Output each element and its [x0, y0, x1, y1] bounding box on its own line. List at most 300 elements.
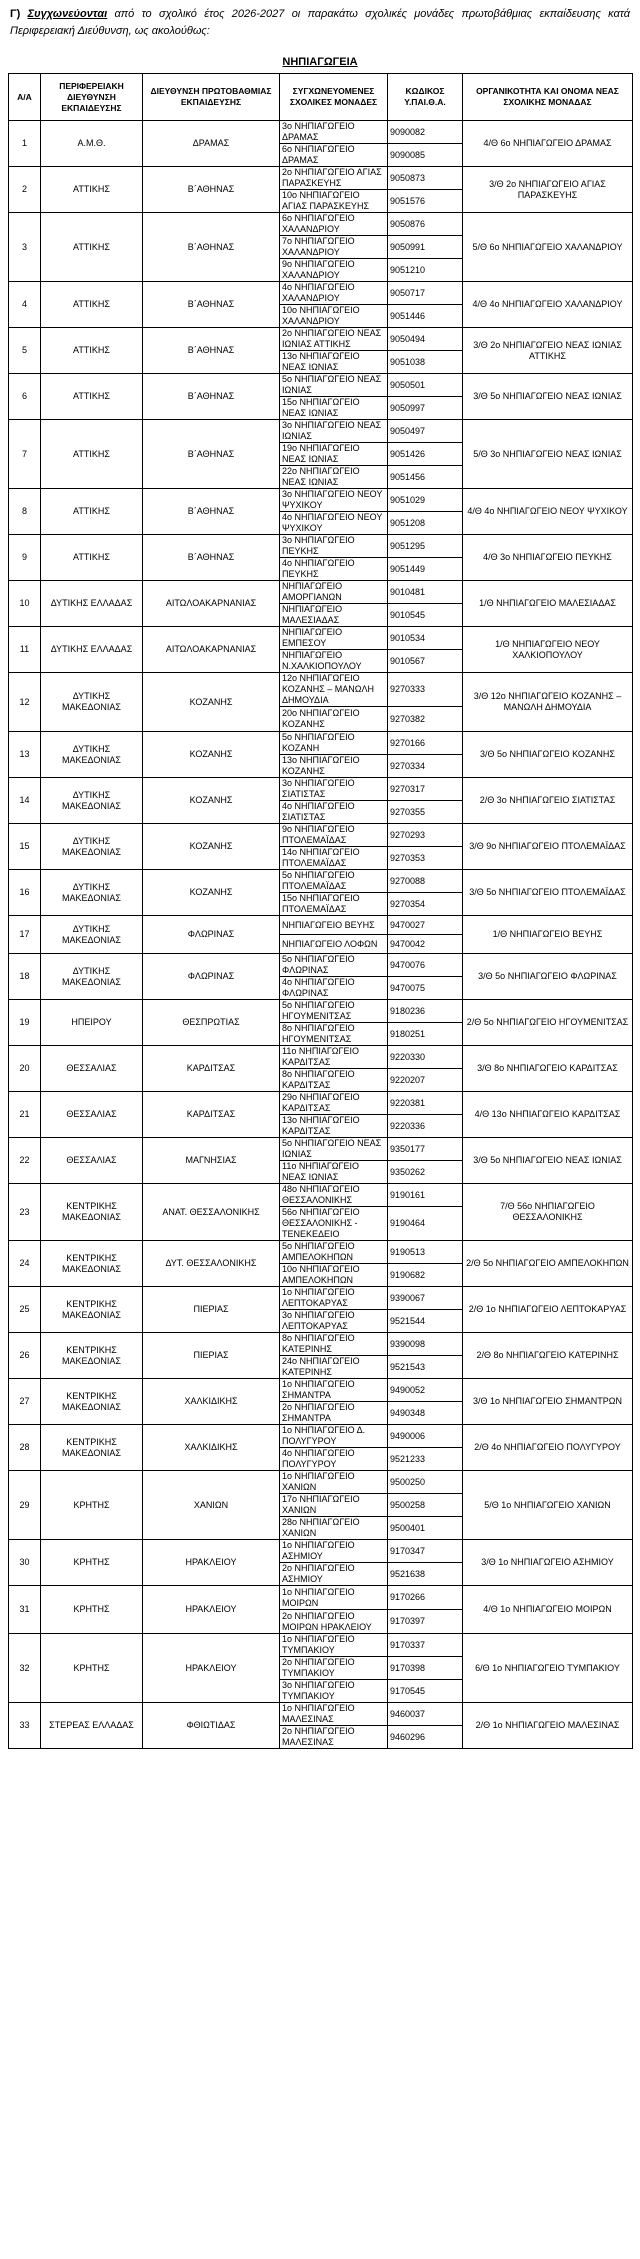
unit-name-cell: 13ο ΝΗΠΙΑΓΩΓΕΙΟ ΚΟΖΑΝΗΣ — [280, 755, 388, 778]
unit-name-cell: 5ο ΝΗΠΙΑΓΩΓΕΙΟ ΦΛΩΡΙΝΑΣ — [280, 954, 388, 977]
unit-code-cell: 9521543 — [388, 1356, 463, 1379]
new-unit-cell: 3/Θ 1ο ΝΗΠΙΑΓΩΓΕΙΟ ΑΣΗΜΙΟΥ — [463, 1540, 633, 1586]
table-row — [9, 167, 633, 190]
unit-code-cell: 9050501 — [388, 374, 463, 397]
row-number: 12 — [9, 673, 41, 732]
new-unit-cell: 5/Θ 3ο ΝΗΠΙΑΓΩΓΕΙΟ ΝΕΑΣ ΙΩΝΙΑΣ — [463, 420, 633, 489]
new-unit-cell: 3/Θ 2ο ΝΗΠΙΑΓΩΓΕΙΟ ΑΓΙΑΣ ΠΑΡΑΣΚΕΥΗΣ — [463, 167, 633, 213]
unit-code-cell: 9270382 — [388, 707, 463, 732]
row-number: 20 — [9, 1046, 41, 1092]
unit-name-cell: 2ο ΝΗΠΙΑΓΩΓΕΙΟ ΜΑΛΕΣΙΝΑΣ — [280, 1726, 388, 1749]
directorate-cell: ΗΡΑΚΛΕΙΟΥ — [143, 1634, 280, 1703]
unit-name-cell: 28ο ΝΗΠΙΑΓΩΓΕΙΟ ΧΑΝΙΩΝ — [280, 1517, 388, 1540]
table-row — [9, 1379, 633, 1402]
new-unit-cell: 3/Θ 5ο ΝΗΠΙΑΓΩΓΕΙΟ ΝΕΑΣ ΙΩΝΙΑΣ — [463, 374, 633, 420]
region-cell: ΔΥΤΙΚΗΣ ΕΛΛΑΔΑΣ — [41, 627, 143, 673]
row-number: 22 — [9, 1138, 41, 1184]
directorate-cell: ΗΡΑΚΛΕΙΟΥ — [143, 1586, 280, 1634]
table-row — [9, 1046, 633, 1069]
unit-name-cell: 3ο ΝΗΠΙΑΓΩΓΕΙΟ ΣΙΑΤΙΣΤΑΣ — [280, 778, 388, 801]
header-aa: Α/Α — [9, 74, 41, 121]
region-cell: ΔΥΤΙΚΗΣ ΜΑΚΕΔΟΝΙΑΣ — [41, 732, 143, 778]
new-unit-cell: 4/Θ 6ο ΝΗΠΙΑΓΩΓΕΙΟ ΔΡΑΜΑΣ — [463, 121, 633, 167]
unit-code-cell: 9051295 — [388, 535, 463, 558]
new-unit-cell: 5/Θ 1ο ΝΗΠΙΑΓΩΓΕΙΟ ΧΑΝΙΩΝ — [463, 1471, 633, 1540]
region-cell: ΔΥΤΙΚΗΣ ΜΑΚΕΔΟΝΙΑΣ — [41, 673, 143, 732]
unit-name-cell: 8ο ΝΗΠΙΑΓΩΓΕΙΟ ΚΑΤΕΡΙΝΗΣ — [280, 1333, 388, 1356]
unit-code-cell: 9270353 — [388, 847, 463, 870]
unit-name-cell: 1ο ΝΗΠΙΑΓΩΓΕΙΟ ΜΑΛΕΣΙΝΑΣ — [280, 1703, 388, 1726]
unit-name-cell: 3ο ΝΗΠΙΑΓΩΓΕΙΟ ΛΕΠΤΟΚΑΡΥΑΣ — [280, 1310, 388, 1333]
unit-name-cell: 3ο ΝΗΠΙΑΓΩΓΕΙΟ ΠΕΥΚΗΣ — [280, 535, 388, 558]
region-cell: ΔΥΤΙΚΗΣ ΜΑΚΕΔΟΝΙΑΣ — [41, 954, 143, 1000]
table-row — [9, 1703, 633, 1726]
region-cell: ΑΤΤΙΚΗΣ — [41, 489, 143, 535]
directorate-cell: Β΄ΑΘΗΝΑΣ — [143, 420, 280, 489]
region-cell: ΑΤΤΙΚΗΣ — [41, 167, 143, 213]
unit-code-cell: 9270293 — [388, 824, 463, 847]
directorate-cell: Β΄ΑΘΗΝΑΣ — [143, 374, 280, 420]
table-title: ΝΗΠΙΑΓΩΓΕΙΑ — [282, 56, 358, 68]
unit-name-cell: 9ο ΝΗΠΙΑΓΩΓΕΙΟ ΧΑΛΑΝΔΡΙΟΥ — [280, 259, 388, 282]
unit-code-cell: 9050991 — [388, 236, 463, 259]
table-row — [9, 870, 633, 893]
unit-name-cell: 1ο ΝΗΠΙΑΓΩΓΕΙΟ ΣΗΜΑΝΤΡΑ — [280, 1379, 388, 1402]
unit-name-cell: 1ο ΝΗΠΙΑΓΩΓΕΙΟ ΛΕΠΤΟΚΑΡΥΑΣ — [280, 1287, 388, 1310]
region-cell: ΘΕΣΣΑΛΙΑΣ — [41, 1046, 143, 1092]
new-unit-cell: 3/Θ 5ο ΝΗΠΙΑΓΩΓΕΙΟ ΠΤΟΛΕΜΑΪΔΑΣ — [463, 870, 633, 916]
header-region: ΠΕΡΙΦΕΡΕΙΑΚΗ ΔΙΕΥΘΥΝΣΗ ΕΚΠΑΙΔΕΥΣΗΣ — [41, 74, 143, 121]
new-unit-cell: 3/Θ 2ο ΝΗΠΙΑΓΩΓΕΙΟ ΝΕΑΣ ΙΩΝΙΑΣ ΑΤΤΙΚΗΣ — [463, 328, 633, 374]
new-unit-cell: 4/Θ 13ο ΝΗΠΙΑΓΩΓΕΙΟ ΚΑΡΔΙΤΣΑΣ — [463, 1092, 633, 1138]
directorate-cell: ΑΙΤΩΛΟΑΚΑΡΝΑΝΙΑΣ — [143, 581, 280, 627]
unit-code-cell: 9521544 — [388, 1310, 463, 1333]
region-cell: ΚΕΝΤΡΙΚΗΣ ΜΑΚΕΔΟΝΙΑΣ — [41, 1241, 143, 1287]
unit-name-cell: 5ο ΝΗΠΙΑΓΩΓΕΙΟ ΗΓΟΥΜΕΝΙΤΣΑΣ — [280, 1000, 388, 1023]
unit-code-cell: 9190513 — [388, 1241, 463, 1264]
unit-code-cell: 9190464 — [388, 1207, 463, 1241]
unit-name-cell: 20ο ΝΗΠΙΑΓΩΓΕΙΟ ΚΟΖΑΝΗΣ — [280, 707, 388, 732]
unit-code-cell: 9270354 — [388, 893, 463, 916]
table-row — [9, 673, 633, 707]
region-cell: ΘΕΣΣΑΛΙΑΣ — [41, 1138, 143, 1184]
directorate-cell: ΦΛΩΡΙΝΑΣ — [143, 916, 280, 954]
region-cell: ΗΠΕΙΡΟΥ — [41, 1000, 143, 1046]
directorate-cell: ΜΑΓΝΗΣΙΑΣ — [143, 1138, 280, 1184]
region-cell: ΑΤΤΙΚΗΣ — [41, 328, 143, 374]
unit-name-cell: 5ο ΝΗΠΙΑΓΩΓΕΙΟ ΝΕΑΣ ΙΩΝΙΑΣ — [280, 1138, 388, 1161]
region-cell: ΚΡΗΤΗΣ — [41, 1586, 143, 1634]
table-row — [9, 213, 633, 236]
unit-name-cell: 24ο ΝΗΠΙΑΓΩΓΕΙΟ ΚΑΤΕΡΙΝΗΣ — [280, 1356, 388, 1379]
table-row — [9, 581, 633, 604]
region-cell: ΔΥΤΙΚΗΣ ΜΑΚΕΔΟΝΙΑΣ — [41, 870, 143, 916]
row-number: 32 — [9, 1634, 41, 1703]
region-cell: ΑΤΤΙΚΗΣ — [41, 420, 143, 489]
row-number: 7 — [9, 420, 41, 489]
unit-code-cell: 9270334 — [388, 755, 463, 778]
row-number: 5 — [9, 328, 41, 374]
unit-name-cell: 3ο ΝΗΠΙΑΓΩΓΕΙΟ ΔΡΑΜΑΣ — [280, 121, 388, 144]
header-row — [9, 74, 633, 121]
table-row — [9, 916, 633, 935]
region-cell: Α.Μ.Θ. — [41, 121, 143, 167]
table-body — [9, 121, 633, 1749]
unit-code-cell: 9010545 — [388, 604, 463, 627]
unit-code-cell: 9050873 — [388, 167, 463, 190]
table-row — [9, 1287, 633, 1310]
table-row — [9, 778, 633, 801]
unit-name-cell: 5ο ΝΗΠΙΑΓΩΓΕΙΟ ΑΜΠΕΛΟΚΗΠΩΝ — [280, 1241, 388, 1264]
row-number: 26 — [9, 1333, 41, 1379]
region-cell: ΔΥΤΙΚΗΣ ΕΛΛΑΔΑΣ — [41, 581, 143, 627]
unit-code-cell: 9180251 — [388, 1023, 463, 1046]
directorate-cell: ΠΙΕΡΙΑΣ — [143, 1333, 280, 1379]
unit-name-cell: 7ο ΝΗΠΙΑΓΩΓΕΙΟ ΧΑΛΑΝΔΡΙΟΥ — [280, 236, 388, 259]
region-cell: ΘΕΣΣΑΛΙΑΣ — [41, 1092, 143, 1138]
unit-code-cell: 9050876 — [388, 213, 463, 236]
new-unit-cell: 7/Θ 56ο ΝΗΠΙΑΓΩΓΕΙΟ ΘΕΣΣΑΛΟΝΙΚΗΣ — [463, 1184, 633, 1241]
unit-code-cell: 9051576 — [388, 190, 463, 213]
unit-code-cell: 9051038 — [388, 351, 463, 374]
unit-code-cell: 9051449 — [388, 558, 463, 581]
row-number: 11 — [9, 627, 41, 673]
region-cell: ΣΤΕΡΕΑΣ ΕΛΛΑΔΑΣ — [41, 1703, 143, 1749]
unit-code-cell: 9170397 — [388, 1610, 463, 1634]
unit-name-cell: 2ο ΝΗΠΙΑΓΩΓΕΙΟ ΣΗΜΑΝΤΡΑ — [280, 1402, 388, 1425]
unit-name-cell: 19ο ΝΗΠΙΑΓΩΓΕΙΟ ΝΕΑΣ ΙΩΝΙΑΣ — [280, 443, 388, 466]
unit-code-cell: 9460037 — [388, 1703, 463, 1726]
row-number: 18 — [9, 954, 41, 1000]
unit-code-cell: 9521233 — [388, 1448, 463, 1471]
table-row — [9, 282, 633, 305]
table-row — [9, 1634, 633, 1657]
directorate-cell: Β΄ΑΘΗΝΑΣ — [143, 328, 280, 374]
unit-name-cell: 10ο ΝΗΠΙΑΓΩΓΕΙΟ ΑΜΠΕΛΟΚΗΠΩΝ — [280, 1264, 388, 1287]
unit-code-cell: 9220381 — [388, 1092, 463, 1115]
new-unit-cell: 1/Θ ΝΗΠΙΑΓΩΓΕΙΟ ΜΑΛΕΣΙΑΔΑΣ — [463, 581, 633, 627]
new-unit-cell: 2/Θ 1ο ΝΗΠΙΑΓΩΓΕΙΟ ΛΕΠΤΟΚΑΡΥΑΣ — [463, 1287, 633, 1333]
row-number: 15 — [9, 824, 41, 870]
unit-code-cell: 9090085 — [388, 144, 463, 167]
row-number: 4 — [9, 282, 41, 328]
unit-name-cell: ΝΗΠΙΑΓΩΓΕΙΟ ΜΑΛΕΣΙΑΔΑΣ — [280, 604, 388, 627]
new-unit-cell: 1/Θ ΝΗΠΙΑΓΩΓΕΙΟ ΝΕΟΥ ΧΑΛΚΙΟΠΟΥΛΟΥ — [463, 627, 633, 673]
unit-name-cell: 1ο ΝΗΠΙΑΓΩΓΕΙΟ Δ. ΠΟΛΥΓΥΡΟΥ — [280, 1425, 388, 1448]
region-cell: ΔΥΤΙΚΗΣ ΜΑΚΕΔΟΝΙΑΣ — [41, 824, 143, 870]
unit-name-cell: 8ο ΝΗΠΙΑΓΩΓΕΙΟ ΚΑΡΔΙΤΣΑΣ — [280, 1069, 388, 1092]
new-unit-cell: 3/Θ 1ο ΝΗΠΙΑΓΩΓΕΙΟ ΣΗΜΑΝΤΡΩΝ — [463, 1379, 633, 1425]
unit-name-cell: 10ο ΝΗΠΙΑΓΩΓΕΙΟ ΑΓΙΑΣ ΠΑΡΑΣΚΕΥΗΣ — [280, 190, 388, 213]
directorate-cell: ΚΑΡΔΙΤΣΑΣ — [143, 1046, 280, 1092]
table-row — [9, 1471, 633, 1494]
new-unit-cell: 4/Θ 1ο ΝΗΠΙΑΓΩΓΕΙΟ ΜΟΙΡΩΝ — [463, 1586, 633, 1634]
row-number: 13 — [9, 732, 41, 778]
region-cell: ΚΕΝΤΡΙΚΗΣ ΜΑΚΕΔΟΝΙΑΣ — [41, 1184, 143, 1241]
row-number: 6 — [9, 374, 41, 420]
region-cell: ΚΕΝΤΡΙΚΗΣ ΜΑΚΕΔΟΝΙΑΣ — [41, 1379, 143, 1425]
intro-paragraph — [10, 6, 630, 40]
unit-name-cell: 2ο ΝΗΠΙΑΓΩΓΕΙΟ ΤΥΜΠΑΚΙΟΥ — [280, 1657, 388, 1680]
new-unit-cell: 2/Θ 5ο ΝΗΠΙΑΓΩΓΕΙΟ ΑΜΠΕΛΟΚΗΠΩΝ — [463, 1241, 633, 1287]
directorate-cell: ΦΘΙΩΤΙΔΑΣ — [143, 1703, 280, 1749]
unit-name-cell: 1ο ΝΗΠΙΑΓΩΓΕΙΟ ΤΥΜΠΑΚΙΟΥ — [280, 1634, 388, 1657]
table-row — [9, 1138, 633, 1161]
intro-verb: Συγχωνεύονται — [27, 8, 108, 20]
unit-name-cell: 2ο ΝΗΠΙΑΓΩΓΕΙΟ ΝΕΑΣ ΙΩΝΙΑΣ ΑΤΤΙΚΗΣ — [280, 328, 388, 351]
directorate-cell: Β΄ΑΘΗΝΑΣ — [143, 213, 280, 282]
new-unit-cell: 3/Θ 5ο ΝΗΠΙΑΓΩΓΕΙΟ ΚΟΖΑΝΗΣ — [463, 732, 633, 778]
region-cell: ΔΥΤΙΚΗΣ ΜΑΚΕΔΟΝΙΑΣ — [41, 778, 143, 824]
unit-name-cell: 9ο ΝΗΠΙΑΓΩΓΕΙΟ ΠΤΟΛΕΜΑΪΔΑΣ — [280, 824, 388, 847]
table-row — [9, 1540, 633, 1563]
unit-name-cell: ΝΗΠΙΑΓΩΓΕΙΟ Ν.ΧΑΛΚΙΟΠΟΥΛΟΥ — [280, 650, 388, 673]
unit-name-cell: 15ο ΝΗΠΙΑΓΩΓΕΙΟ ΠΤΟΛΕΜΑΪΔΑΣ — [280, 893, 388, 916]
unit-code-cell: 9521638 — [388, 1563, 463, 1586]
table-row — [9, 374, 633, 397]
directorate-cell: ΔΡΑΜΑΣ — [143, 121, 280, 167]
row-number: 25 — [9, 1287, 41, 1333]
unit-code-cell: 9220207 — [388, 1069, 463, 1092]
row-number: 8 — [9, 489, 41, 535]
row-number: 28 — [9, 1425, 41, 1471]
unit-name-cell: 56ο ΝΗΠΙΑΓΩΓΕΙΟ ΘΕΣΣΑΛΟΝΙΚΗΣ - ΤΕΝΕΚΕΔΕΙΟ — [280, 1207, 388, 1241]
unit-code-cell: 9500401 — [388, 1517, 463, 1540]
row-number: 10 — [9, 581, 41, 627]
unit-name-cell: 13ο ΝΗΠΙΑΓΩΓΕΙΟ ΝΕΑΣ ΙΩΝΙΑΣ — [280, 351, 388, 374]
unit-code-cell: 9170398 — [388, 1657, 463, 1680]
row-number: 33 — [9, 1703, 41, 1749]
unit-code-cell: 9470076 — [388, 954, 463, 977]
unit-name-cell: 11ο ΝΗΠΙΑΓΩΓΕΙΟ ΝΕΑΣ ΙΩΝΙΑΣ — [280, 1161, 388, 1184]
row-number: 17 — [9, 916, 41, 954]
header-directorate: ΔΙΕΥΘΥΝΣΗ ΠΡΩΤΟΒΑΘΜΙΑΣ ΕΚΠΑΙΔΕΥΣΗΣ — [143, 74, 280, 121]
directorate-cell: ΚΑΡΔΙΤΣΑΣ — [143, 1092, 280, 1138]
unit-name-cell: 10ο ΝΗΠΙΑΓΩΓΕΙΟ ΧΑΛΑΝΔΡΙΟΥ — [280, 305, 388, 328]
unit-code-cell: 9500250 — [388, 1471, 463, 1494]
new-unit-cell: 4/Θ 4ο ΝΗΠΙΑΓΩΓΕΙΟ ΧΑΛΑΝΔΡΙΟΥ — [463, 282, 633, 328]
region-cell: ΚΕΝΤΡΙΚΗΣ ΜΑΚΕΔΟΝΙΑΣ — [41, 1287, 143, 1333]
unit-code-cell: 9190161 — [388, 1184, 463, 1207]
unit-name-cell: 4ο ΝΗΠΙΑΓΩΓΕΙΟ ΠΕΥΚΗΣ — [280, 558, 388, 581]
new-unit-cell: 6/Θ 1ο ΝΗΠΙΑΓΩΓΕΙΟ ΤΥΜΠΑΚΙΟΥ — [463, 1634, 633, 1703]
region-cell: ΚΕΝΤΡΙΚΗΣ ΜΑΚΕΔΟΝΙΑΣ — [41, 1333, 143, 1379]
unit-code-cell: 9051456 — [388, 466, 463, 489]
unit-code-cell: 9170545 — [388, 1680, 463, 1703]
unit-code-cell: 9170347 — [388, 1540, 463, 1563]
unit-code-cell: 9390098 — [388, 1333, 463, 1356]
table-row — [9, 121, 633, 144]
unit-name-cell: 4ο ΝΗΠΙΑΓΩΓΕΙΟ ΝΕΟΥ ΨΥΧΙΚΟΥ — [280, 512, 388, 535]
unit-name-cell: 29ο ΝΗΠΙΑΓΩΓΕΙΟ ΚΑΡΔΙΤΣΑΣ — [280, 1092, 388, 1115]
unit-code-cell: 9050494 — [388, 328, 463, 351]
unit-name-cell: 17ο ΝΗΠΙΑΓΩΓΕΙΟ ΧΑΝΙΩΝ — [280, 1494, 388, 1517]
new-unit-cell: 3/Θ 12ο ΝΗΠΙΑΓΩΓΕΙΟ ΚΟΖΑΝΗΣ – ΜΑΝΩΛΗ ΔΗΜΟΥΔΙΑ — [463, 673, 633, 732]
new-unit-cell: 4/Θ 4ο ΝΗΠΙΑΓΩΓΕΙΟ ΝΕΟΥ ΨΥΧΙΚΟΥ — [463, 489, 633, 535]
unit-name-cell: 48ο ΝΗΠΙΑΓΩΓΕΙΟ ΘΕΣΣΑΛΟΝΙΚΗΣ — [280, 1184, 388, 1207]
directorate-cell: ΚΟΖΑΝΗΣ — [143, 732, 280, 778]
region-cell: ΔΥΤΙΚΗΣ ΜΑΚΕΔΟΝΙΑΣ — [41, 916, 143, 954]
unit-name-cell: 5ο ΝΗΠΙΑΓΩΓΕΙΟ ΠΤΟΛΕΜΑΪΔΑΣ — [280, 870, 388, 893]
unit-code-cell: 9170337 — [388, 1634, 463, 1657]
new-unit-cell: 3/Θ 5ο ΝΗΠΙΑΓΩΓΕΙΟ ΝΕΑΣ ΙΩΝΙΑΣ — [463, 1138, 633, 1184]
unit-code-cell: 9470075 — [388, 977, 463, 1000]
row-number: 23 — [9, 1184, 41, 1241]
unit-code-cell: 9051426 — [388, 443, 463, 466]
new-unit-cell: 3/Θ 5ο ΝΗΠΙΑΓΩΓΕΙΟ ΦΛΩΡΙΝΑΣ — [463, 954, 633, 1000]
directorate-cell: ΚΟΖΑΝΗΣ — [143, 824, 280, 870]
unit-code-cell: 9170266 — [388, 1586, 463, 1610]
region-cell: ΚΡΗΤΗΣ — [41, 1540, 143, 1586]
unit-name-cell: 2ο ΝΗΠΙΑΓΩΓΕΙΟ ΑΓΙΑΣ ΠΑΡΑΣΚΕΥΗΣ — [280, 167, 388, 190]
directorate-cell: ΚΟΖΑΝΗΣ — [143, 778, 280, 824]
unit-code-cell: 9051029 — [388, 489, 463, 512]
unit-name-cell: 3ο ΝΗΠΙΑΓΩΓΕΙΟ ΝΕΑΣ ΙΩΝΙΑΣ — [280, 420, 388, 443]
unit-name-cell: 1ο ΝΗΠΙΑΓΩΓΕΙΟ ΑΣΗΜΙΟΥ — [280, 1540, 388, 1563]
table-row — [9, 1586, 633, 1610]
unit-code-cell: 9051446 — [388, 305, 463, 328]
new-unit-cell: 2/Θ 8ο ΝΗΠΙΑΓΩΓΕΙΟ ΚΑΤΕΡΙΝΗΣ — [463, 1333, 633, 1379]
header-units: ΣΥΓΧΩΝΕΥΟΜΕΝΕΣ ΣΧΟΛΙΚΕΣ ΜΟΝΑΔΕΣ — [280, 74, 388, 121]
unit-name-cell: ΝΗΠΙΑΓΩΓΕΙΟ ΛΟΦΩΝ — [280, 935, 388, 954]
unit-name-cell: 3ο ΝΗΠΙΑΓΩΓΕΙΟ ΤΥΜΠΑΚΙΟΥ — [280, 1680, 388, 1703]
unit-code-cell: 9050497 — [388, 420, 463, 443]
table-row — [9, 732, 633, 755]
directorate-cell: ΠΙΕΡΙΑΣ — [143, 1287, 280, 1333]
unit-name-cell: 2ο ΝΗΠΙΑΓΩΓΕΙΟ ΜΟΙΡΩΝ ΗΡΑΚΛΕΙΟΥ — [280, 1610, 388, 1634]
unit-code-cell: 9470027 — [388, 916, 463, 935]
directorate-cell: ΚΟΖΑΝΗΣ — [143, 673, 280, 732]
row-number: 27 — [9, 1379, 41, 1425]
directorate-cell: ΗΡΑΚΛΕΙΟΥ — [143, 1540, 280, 1586]
unit-code-cell: 9350177 — [388, 1138, 463, 1161]
new-unit-cell: 1/Θ ΝΗΠΙΑΓΩΓΕΙΟ ΒΕΥΗΣ — [463, 916, 633, 954]
row-number: 16 — [9, 870, 41, 916]
unit-code-cell: 9010567 — [388, 650, 463, 673]
unit-name-cell: 4ο ΝΗΠΙΑΓΩΓΕΙΟ ΦΛΩΡΙΝΑΣ — [280, 977, 388, 1000]
unit-name-cell: 11ο ΝΗΠΙΑΓΩΓΕΙΟ ΚΑΡΔΙΤΣΑΣ — [280, 1046, 388, 1069]
unit-name-cell: 4ο ΝΗΠΙΑΓΩΓΕΙΟ ΧΑΛΑΝΔΡΙΟΥ — [280, 282, 388, 305]
row-number: 14 — [9, 778, 41, 824]
unit-name-cell: 8ο ΝΗΠΙΑΓΩΓΕΙΟ ΗΓΟΥΜΕΝΙΤΣΑΣ — [280, 1023, 388, 1046]
new-unit-cell: 2/Θ 1ο ΝΗΠΙΑΓΩΓΕΙΟ ΜΑΛΕΣΙΝΑΣ — [463, 1703, 633, 1749]
unit-code-cell: 9490348 — [388, 1402, 463, 1425]
mergers-table — [8, 73, 633, 1749]
unit-name-cell: 6ο ΝΗΠΙΑΓΩΓΕΙΟ ΔΡΑΜΑΣ — [280, 144, 388, 167]
row-number: 3 — [9, 213, 41, 282]
unit-name-cell: ΝΗΠΙΑΓΩΓΕΙΟ ΒΕΥΗΣ — [280, 916, 388, 935]
unit-name-cell: 12ο ΝΗΠΙΑΓΩΓΕΙΟ ΚΟΖΑΝΗΣ – ΜΑΝΩΛΗ ΔΗΜΟΥΔΙΑ — [280, 673, 388, 707]
unit-code-cell: 9270088 — [388, 870, 463, 893]
table-row — [9, 954, 633, 977]
region-cell: ΑΤΤΙΚΗΣ — [41, 535, 143, 581]
unit-code-cell: 9470042 — [388, 935, 463, 954]
unit-code-cell: 9270317 — [388, 778, 463, 801]
new-unit-cell: 2/Θ 4ο ΝΗΠΙΑΓΩΓΕΙΟ ΠΟΛΥΓΥΡΟΥ — [463, 1425, 633, 1471]
directorate-cell: ΧΑΛΚΙΔΙΚΗΣ — [143, 1425, 280, 1471]
table-row — [9, 535, 633, 558]
table-row — [9, 1241, 633, 1264]
unit-name-cell: 5ο ΝΗΠΙΑΓΩΓΕΙΟ ΝΕΑΣ ΙΩΝΙΑΣ — [280, 374, 388, 397]
row-number: 2 — [9, 167, 41, 213]
row-number: 21 — [9, 1092, 41, 1138]
table-row — [9, 1184, 633, 1207]
directorate-cell: Β΄ΑΘΗΝΑΣ — [143, 282, 280, 328]
row-number: 29 — [9, 1471, 41, 1540]
directorate-cell: ΦΛΩΡΙΝΑΣ — [143, 954, 280, 1000]
new-unit-cell: 2/Θ 3ο ΝΗΠΙΑΓΩΓΕΙΟ ΣΙΑΤΙΣΤΑΣ — [463, 778, 633, 824]
directorate-cell: Β΄ΑΘΗΝΑΣ — [143, 535, 280, 581]
directorate-cell: ΚΟΖΑΝΗΣ — [143, 870, 280, 916]
unit-name-cell: 2ο ΝΗΠΙΑΓΩΓΕΙΟ ΑΣΗΜΙΟΥ — [280, 1563, 388, 1586]
unit-code-cell: 9190682 — [388, 1264, 463, 1287]
unit-code-cell: 9220330 — [388, 1046, 463, 1069]
unit-name-cell: 4ο ΝΗΠΙΑΓΩΓΕΙΟ ΣΙΑΤΙΣΤΑΣ — [280, 801, 388, 824]
table-row — [9, 1000, 633, 1023]
header-code: ΚΩΔΙΚΟΣ Υ.ΠΑΙ.Θ.Α. — [388, 74, 463, 121]
directorate-cell: Β΄ΑΘΗΝΑΣ — [143, 489, 280, 535]
unit-name-cell: 14ο ΝΗΠΙΑΓΩΓΕΙΟ ΠΤΟΛΕΜΑΪΔΑΣ — [280, 847, 388, 870]
directorate-cell: Β΄ΑΘΗΝΑΣ — [143, 167, 280, 213]
unit-name-cell: ΝΗΠΙΑΓΩΓΕΙΟ ΕΜΠΕΣΟΥ — [280, 627, 388, 650]
unit-name-cell: 5ο ΝΗΠΙΑΓΩΓΕΙΟ ΚΟΖΑΝΗ — [280, 732, 388, 755]
directorate-cell: ΔΥΤ. ΘΕΣΣΑΛΟΝΙΚΗΣ — [143, 1241, 280, 1287]
unit-name-cell: 15ο ΝΗΠΙΑΓΩΓΕΙΟ ΝΕΑΣ ΙΩΝΙΑΣ — [280, 397, 388, 420]
unit-code-cell: 9010481 — [388, 581, 463, 604]
unit-code-cell: 9390067 — [388, 1287, 463, 1310]
unit-name-cell: 22ο ΝΗΠΙΑΓΩΓΕΙΟ ΝΕΑΣ ΙΩΝΙΑΣ — [280, 466, 388, 489]
row-number: 9 — [9, 535, 41, 581]
unit-code-cell: 9490052 — [388, 1379, 463, 1402]
row-number: 19 — [9, 1000, 41, 1046]
directorate-cell: ΧΑΝΙΩΝ — [143, 1471, 280, 1540]
row-number: 24 — [9, 1241, 41, 1287]
unit-code-cell: 9500258 — [388, 1494, 463, 1517]
unit-code-cell: 9220336 — [388, 1115, 463, 1138]
region-cell: ΑΤΤΙΚΗΣ — [41, 374, 143, 420]
row-number: 1 — [9, 121, 41, 167]
section-letter: Γ) — [10, 8, 21, 20]
unit-name-cell: 3ο ΝΗΠΙΑΓΩΓΕΙΟ ΝΕΟΥ ΨΥΧΙΚΟΥ — [280, 489, 388, 512]
table-row — [9, 489, 633, 512]
table-row — [9, 420, 633, 443]
unit-name-cell: 13ο ΝΗΠΙΑΓΩΓΕΙΟ ΚΑΡΔΙΤΣΑΣ — [280, 1115, 388, 1138]
unit-name-cell: 6ο ΝΗΠΙΑΓΩΓΕΙΟ ΧΑΛΑΝΔΡΙΟΥ — [280, 213, 388, 236]
new-unit-cell: 2/Θ 5ο ΝΗΠΙΑΓΩΓΕΙΟ ΗΓΟΥΜΕΝΙΤΣΑΣ — [463, 1000, 633, 1046]
unit-code-cell: 9050717 — [388, 282, 463, 305]
unit-code-cell: 9090082 — [388, 121, 463, 144]
unit-name-cell: 4ο ΝΗΠΙΑΓΩΓΕΙΟ ΠΟΛΥΓΥΡΟΥ — [280, 1448, 388, 1471]
directorate-cell: ΑΝΑΤ. ΘΕΣΣΑΛΟΝΙΚΗΣ — [143, 1184, 280, 1241]
unit-code-cell: 9350262 — [388, 1161, 463, 1184]
unit-code-cell: 9051208 — [388, 512, 463, 535]
header-new-unit: ΟΡΓΑΝΙΚΟΤΗΤΑ ΚΑΙ ΟΝΟΜΑ ΝΕΑΣ ΣΧΟΛΙΚΗΣ ΜΟΝΑΔΑΣ — [463, 74, 633, 121]
unit-code-cell: 9180236 — [388, 1000, 463, 1023]
intro-text: από το σχολικό έτος 2026-2027 οι παρακάτω σχολικές μονάδες πρωτοβάθμιας εκπαίδευσης κατά Περιφερειακή Διεύθυνση, ως ακολούθως: — [10, 8, 631, 37]
table-row — [9, 328, 633, 351]
unit-code-cell: 9270166 — [388, 732, 463, 755]
table-row — [9, 1425, 633, 1448]
region-cell: ΑΤΤΙΚΗΣ — [41, 282, 143, 328]
unit-name-cell: 1ο ΝΗΠΙΑΓΩΓΕΙΟ ΧΑΝΙΩΝ — [280, 1471, 388, 1494]
unit-code-cell: 9460296 — [388, 1726, 463, 1749]
new-unit-cell: 4/Θ 3ο ΝΗΠΙΑΓΩΓΕΙΟ ΠΕΥΚΗΣ — [463, 535, 633, 581]
unit-code-cell: 9050997 — [388, 397, 463, 420]
region-cell: ΚΕΝΤΡΙΚΗΣ ΜΑΚΕΔΟΝΙΑΣ — [41, 1425, 143, 1471]
directorate-cell: ΧΑΛΚΙΔΙΚΗΣ — [143, 1379, 280, 1425]
row-number: 30 — [9, 1540, 41, 1586]
table-row — [9, 824, 633, 847]
